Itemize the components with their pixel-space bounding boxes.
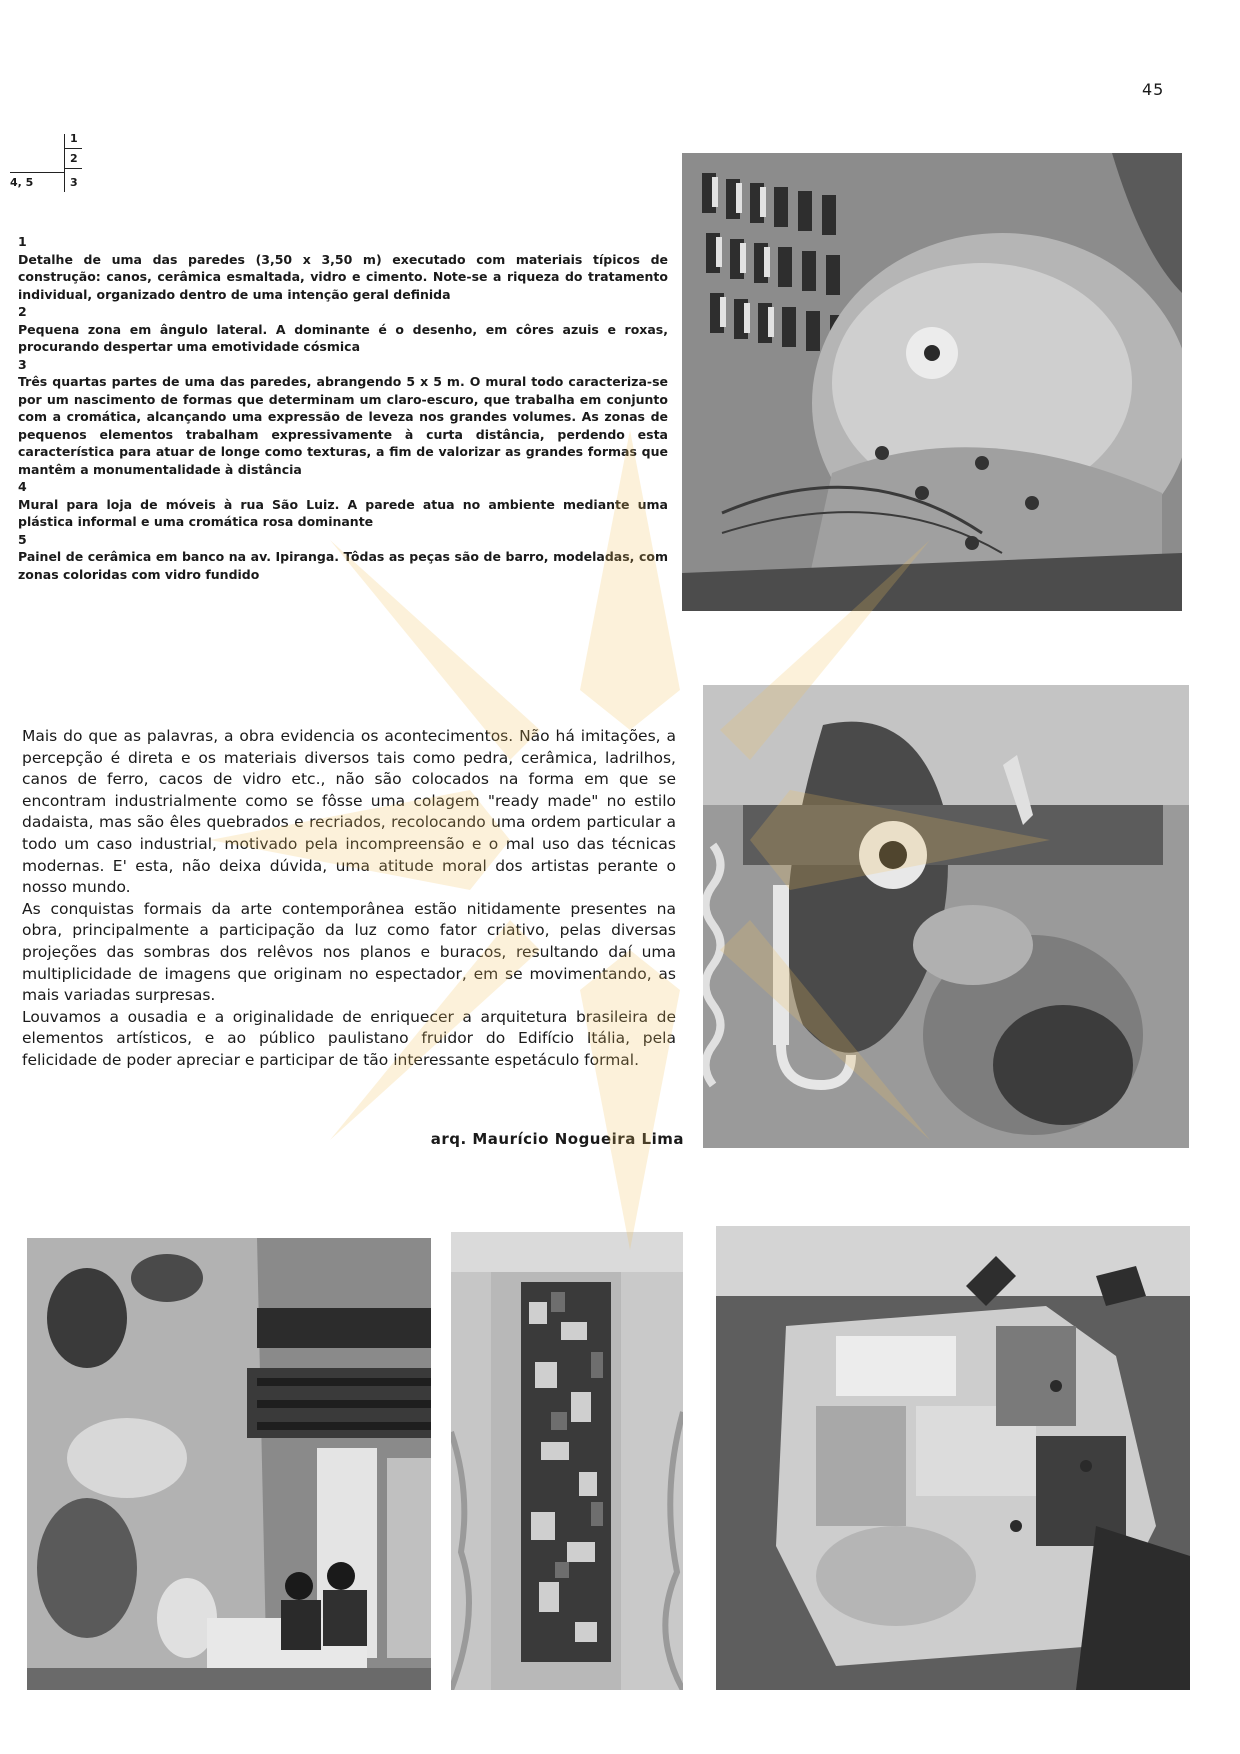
caption-text: Painel de cerâmica em banco na av. Ipiranga. Tôdas as peças são de barro, modeladas, com zonas coloridas com vidro fundido xyxy=(18,549,668,582)
caption-number: 1 xyxy=(18,234,27,249)
article-body xyxy=(22,726,676,1072)
caption-text: Três quartas partes de uma das paredes, abrangendo 5 x 5 m. O mural todo caracteriza-se por um nascimento de formas que determinam um claro-escuro, que trabalha em conjunto com a cromática, alcançando uma expressão de leveza nos grandes volumes. As zonas de pequenos elementos trabalham expressivamente à curta distância, perdendo esta característica para atuar de longe como texturas, a fim de valorizar as grandes formas que mantêm a monumentalidade à distância xyxy=(18,374,668,477)
caption-number: 2 xyxy=(18,304,27,319)
figure-key-rule xyxy=(64,168,82,169)
figure-key-3: 3 xyxy=(70,176,78,189)
caption-text: Pequena zona em ângulo lateral. A dominante é o desenho, em côres azuis e roxas, procurando despertar uma emotividade cósmica xyxy=(18,321,668,354)
caption-number: 3 xyxy=(18,356,27,372)
body-paragraph: As conquistas formais da arte contemporânea estão nitidamente presentes na obra, principalmente a participação da luz como fator criativo, pelas diversas projeções das sombras dos relêvos nos planos e buracos, resultando daí uma multiplicidade de imagens que originam no espectador, em se movimentando, as mais variadas surpresas. xyxy=(22,899,676,1005)
figure-key-4-5: 4, 5 xyxy=(10,176,34,189)
figure-captions xyxy=(18,233,668,583)
caption-text: Detalhe de uma das paredes (3,50 x 3,50 m) executado com materiais típicos de construção: canos, cerâmica esmaltada, vidro e cimento. Note-se a riqueza do tratamento individual, organizado dentro de uma intenção geral definida xyxy=(18,251,668,302)
caption-number: 5 xyxy=(18,531,27,547)
photo-3-store-mural xyxy=(27,1238,431,1690)
figure-key-rule xyxy=(64,148,82,149)
photo-2-lateral-zone xyxy=(703,685,1189,1148)
caption-number: 4 xyxy=(18,479,27,494)
photo-1-wall-detail xyxy=(682,153,1182,611)
author-signature: arq. Maurício Nogueira Lima xyxy=(430,1130,684,1148)
body-paragraph: Mais do que as palavras, a obra evidencia os acontecimentos. Não há imitações, a percepção é direta e os materiais diversos tais como pedra, cerâmica, ladrilhos, canos de ferro, cacos de vidro etc., não são colocados na forma em que se encontram industrialmente como se fôsse uma colagem "ready made" no estilo dadaista, mas são êles quebrados e recriados, recolocando uma ordem particular a todo um caso industrial, motivado pela incompreensão e o mal uso das técnicas modernas. E' esta, não deixa dúvida, uma atitude moral dos artistas perante o nosso mundo. xyxy=(22,727,676,897)
figure-key-vertical-rule xyxy=(64,134,65,192)
figure-key-1: 1 xyxy=(70,132,78,145)
figure-key xyxy=(10,132,82,192)
figure-key-rule xyxy=(10,172,64,173)
page-number: 45 xyxy=(1142,80,1165,99)
caption-text: Mural para loja de móveis à rua São Luiz. A parede atua no ambiente mediante uma plástica informal e uma cromática rosa dominante xyxy=(18,496,668,529)
photo-4-ceramic-panel xyxy=(451,1232,683,1690)
figure-key-2: 2 xyxy=(70,152,78,165)
photo-5-clay-relief xyxy=(716,1226,1190,1690)
body-paragraph: Louvamos a ousadia e a originalidade de enriquecer a arquitetura brasileira de elementos artísticos, e ao público paulistano fruidor do Edifício Itália, pela felicidade de poder apreciar e participar de tão interessante espetáculo formal. xyxy=(22,1007,676,1069)
